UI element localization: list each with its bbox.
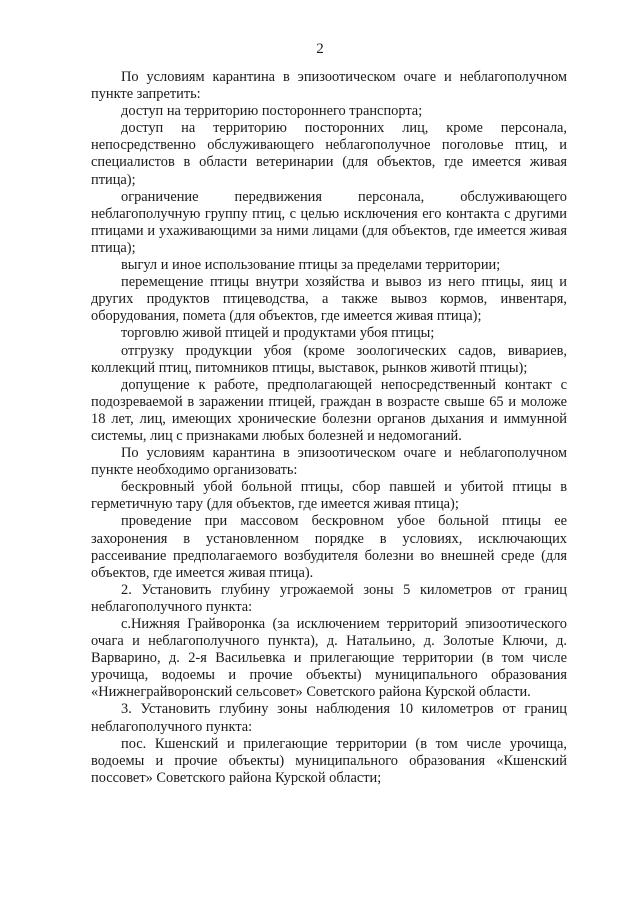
- paragraph-threatened-zone-settlements: с.Нижняя Грайворонка (за исключением территорий эпизоотического очага и неблагополучного пункта), д. Натальино, д. Золотые Ключи, д. Варварино, д. 2-я Васильевка и прилегающие территории (в том числе урочища, водоемы и прочие объекты) муниципального образования «Нижнеграйворонский сельсовет» Советского района Курской области.: [91, 616, 567, 701]
- page-number: 2: [316, 41, 324, 57]
- paragraph-quarantine-organize-intro: По условиям карантина в эпизоотическом очаге и неблагополучном пункте необходимо организовать:: [91, 445, 567, 479]
- paragraph-poultry-walking: выгул и иное использование птицы за пределами территории;: [121, 257, 501, 274]
- paragraph-work-admission: допущение к работе, предполагающей непосредственный контакт с подозреваемой в заражении птицей, граждан в возрасте свыше 65 и моложе 18 лет, лиц, имеющих хронические болезни органов дыхания и иммунной системы, лиц с признаками любых болезней и недомоганий.: [91, 376, 567, 444]
- paragraph-staff-movement: ограничение передвижения персонала, обслуживающего неблагополучную группу птиц, с целью исключения его контакта с другими птицами и ухаживающими за ними лицами (для объектов, где имеется живая птица);: [91, 188, 567, 256]
- paragraph-quarantine-prohibit-intro: По условиям карантина в эпизоотическом очаге и неблагополучном пункте запретить:: [91, 69, 567, 103]
- paragraph-person-access: доступ на территорию посторонних лиц, кроме персонала, непосредственно обслуживающего неблагополучное поголовье птиц, и специалистов в области ветеринарии (для объектов, где имеется живая птица);: [91, 120, 567, 188]
- paragraph-slaughter-shipping: отгрузку продукции убоя (кроме зоологических садов, вивариев, коллекций птиц, питомников птицы, выставок, рынков животй птицы);: [91, 342, 567, 376]
- document-body: [91, 69, 567, 787]
- paragraph-vehicle-access: доступ на территорию постороннего транспорта;: [121, 103, 423, 120]
- paragraph-burial: проведение при массовом бескровном убое больной птицы ее захоронения в установленном порядке в условиях, исключающих рассеивание предполагаемого возбудителя болезни во внешней среде (для объектов, где имеется живая птица).: [91, 513, 567, 581]
- paragraph-threatened-zone: 2. Установить глубину угрожаемой зоны 5 километров от границ неблагополучного пункта:: [91, 581, 567, 615]
- paragraph-poultry-movement: перемещение птицы внутри хозяйства и вывоз из него птицы, яиц и других продуктов птицеводства, а также вывоз кормов, инвентаря, оборудования, помета (для объектов, где имеется живая птица);: [91, 274, 567, 325]
- paragraph-observation-zone-settlements: пос. Кшенский и прилегающие территории (в том числе урочища, водоемы и прочие объекты) муниципального образования «Кшенский поссовет» Советского района Курской области;: [91, 735, 567, 786]
- paragraph-bloodless-slaughter: бескровный убой больной птицы, сбор павшей и убитой птицы в герметичную тару (для объектов, где имеется живая птица);: [91, 479, 567, 513]
- paragraph-live-poultry-trade: торговлю живой птицей и продуктами убоя птицы;: [121, 325, 435, 342]
- paragraph-observation-zone: 3. Установить глубину зоны наблюдения 10 километров от границ неблагополучного пункта:: [91, 701, 567, 735]
